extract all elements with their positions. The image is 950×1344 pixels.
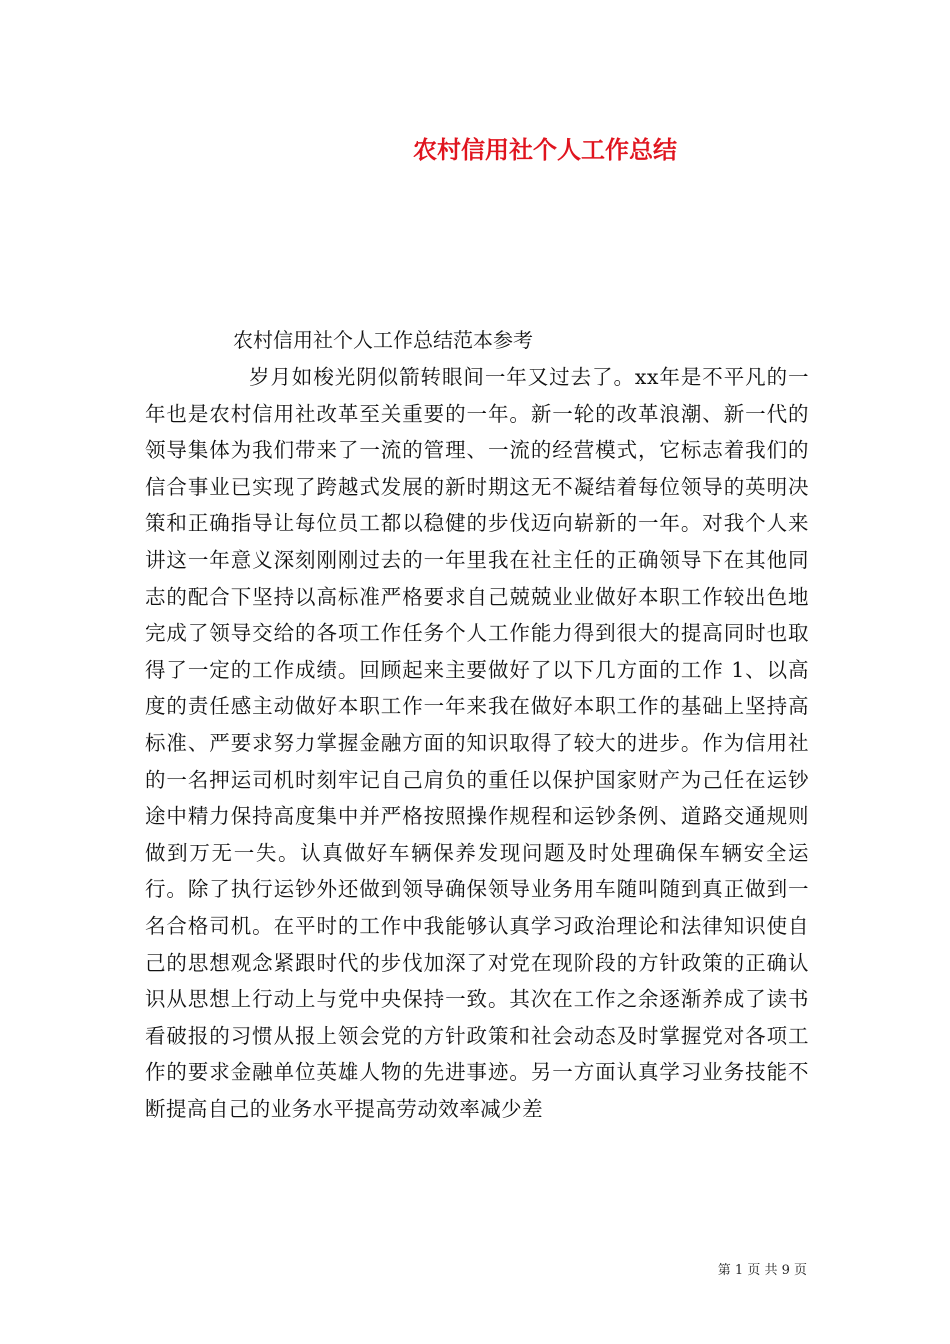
body-paragraph: 岁月如梭光阴似箭转眼间一年又过去了。xx年是不平凡的一年也是农村信用社改革至关重要的一年。新一轮的改革浪潮、新一代的领导集体为我们带来了一流的管理、一流的经营模式，它标志着我们的信合事业已实现了跨越式发展的新时期这无不凝结着每位领导的英明决策和正确指导让每位员工都以稳健的步伐迈向崭新的一年。对我个人来讲这一年意义深刻刚刚过去的一年里我在社主任的正确领导下在其他同志的配合下坚持以高标准严格要求自己兢兢业业做好本职工作较出色地完成了领导交给的各项工作任务个人工作能力得到很大的提高同时也取得了一定的工作成绩。回顾起来主要做好了以下几方面的工作 1、以高度的责任感主动做好本职工作一年来我在做好本职工作的基础上坚持高标准、严要求努力掌握金融方面的知识取得了较大的进步。作为信用社的一名押运司机时刻牢记自己肩负的重任以保护国家财产为己任在运钞途中精力保持高度集中并严格按照操作规程和运钞条例、道路交通规则做到万无一失。认真做好车辆保养发现问题及时处理确保车辆安全运行。除了执行运钞外还做到领导确保领导业务用车随叫随到真正做到一名合格司机。在平时的工作中我能够认真学习政治理论和法律知识使自己的思想观念紧跟时代的步伐加深了对党在现阶段的方针政策的正确认识从思想上行动上与党中央保持一致。其次在工作之余逐渐养成了读书看破报的习惯从报上领会党的方针政策和社会动态及时掌握党对各项工作的要求金融单位英雄人物的先进事迹。另一方面认真学习业务技能不断提高自己的业务水平提高劳动效率减少差 [145, 365, 809, 1121]
document-subtitle: 农村信用社个人工作总结范本参考 [233, 328, 533, 352]
document-body [145, 359, 809, 1127]
page-number-footer: 第 1 页 共 9 页 [717, 1263, 807, 1278]
document-title: 农村信用社个人工作总结 [413, 136, 677, 164]
